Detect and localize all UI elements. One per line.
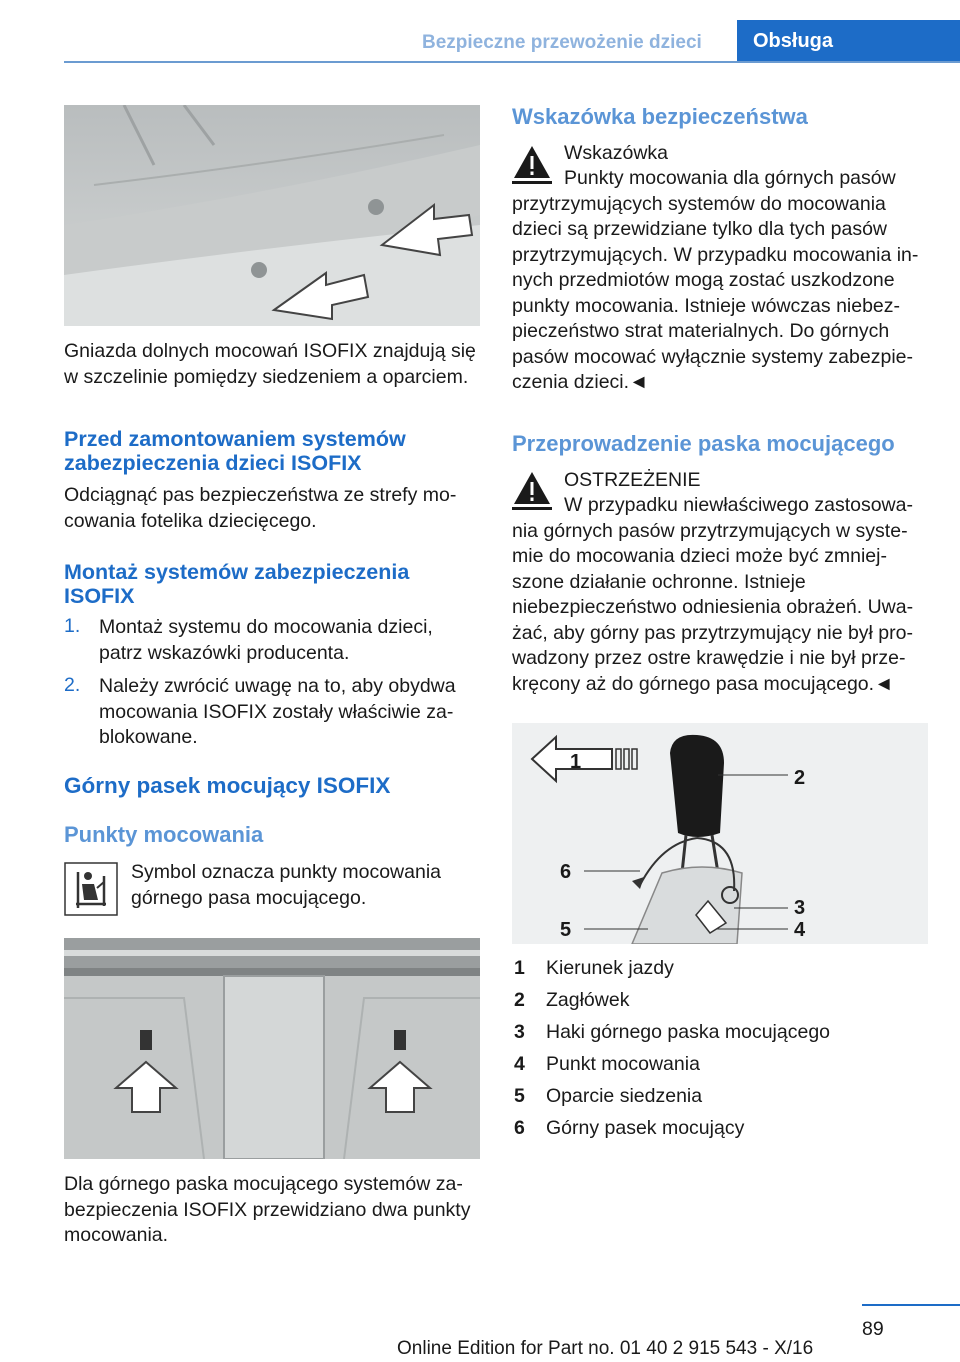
header-chapter-tab: Obsługa: [737, 20, 960, 62]
footer-rule: [862, 1304, 960, 1306]
heading-before-mounting-line2: zabezpieczenia dzieci ISOFIX: [64, 451, 362, 475]
heading-before-mounting-line1: Przed zamontowaniem systemów: [64, 427, 406, 451]
heading-anchor-points: Punkty mocowania: [64, 822, 264, 847]
legend-number: 4: [514, 1053, 525, 1075]
tether-anchor-photo: [64, 938, 480, 1159]
caption-two-anchor-points: Dla górnego paska mocującego systemów zabezpieczenia ISOFIX przewidziano dwa punkty mocowania.: [64, 1173, 471, 1246]
diagram-label-4: 4: [794, 919, 806, 941]
diagram-label-6: 6: [560, 861, 572, 883]
legend-text: Punkt mocowania: [546, 1053, 700, 1075]
note-text: Punkty mocowania dla górnych pasów przytrzymujących systemów do mocowania dzieci są przewidziane tylko dla tych pasów przytrzymujących. W przypadku mocowania innych przedmiotów mogą zostać uszkodzone punkty mocowania. Istnieje wówczas niebezpieczeństwo strat materialnych. Do górnych pasów mocować wyłącznie systemy zabezpieczenia dzieci.◄: [512, 167, 919, 393]
note-label: Wskazówka: [564, 142, 669, 164]
legend-text: Kierunek jazdy: [546, 957, 674, 979]
before-mounting-text: Odciągnąć pas bezpieczeństwa ze strefy mocowania fotelika dziecięcego.: [64, 484, 457, 532]
diagram-label-5: 5: [560, 919, 572, 941]
tether-routing-diagram: [512, 723, 928, 944]
heading-mounting-line1: Montaż systemów zabezpieczenia: [64, 560, 410, 584]
isofix-seat-photo: [64, 105, 480, 326]
warning-label: OSTRZEŻENIE: [564, 469, 701, 491]
caption-lower-anchors: Gniazda dolnych mocowań ISOFIX znajdują się w szczelinie pomiędzy siedzeniem a oparciem.: [64, 340, 476, 388]
legend-number: 5: [514, 1085, 525, 1107]
heading-strap-routing: Przeprowadzenie paska mocującego: [512, 431, 895, 456]
heading-top-tether: Górny pasek mocujący ISOFIX: [64, 773, 391, 798]
diagram-label-3: 3: [794, 897, 806, 919]
list-item-text: Montaż systemu do mocowania dzieci, patrz wskazówki producenta.: [99, 616, 433, 664]
heading-safety-note: Wskazówka bezpieczeństwa: [512, 104, 808, 129]
legend-number: 6: [514, 1117, 525, 1139]
page-number: 89: [862, 1318, 884, 1340]
symbol-description: Symbol oznacza punkty mocowania górnego pasa mocującego.: [131, 861, 441, 909]
warning-text: W przypadku niewłaściwego zastosowania górnych pasów przytrzymujących w systemie do mocowania dzieci może być zmniejszone działanie ochronne. Istnieje niebezpieczeństwo odniesienia obrażeń. Uważać, aby górny pas przytrzymujący nie był prowadzony przez ostre krawędzie i nie był przekręcony aż do górnego pasa mocującego.◄: [512, 494, 914, 695]
list-item-text: Należy zwrócić uwagę na to, aby obydwa mocowania ISOFIX zostały właściwie zablokowane.: [99, 675, 456, 748]
list-item-number: 1.: [64, 615, 81, 637]
child-seat-anchor-symbol-icon: [64, 862, 118, 916]
header-section-title: Bezpieczne przewożenie dzieci: [422, 32, 702, 53]
legend-number: 2: [514, 989, 525, 1011]
heading-mounting-line2: ISOFIX: [64, 584, 135, 608]
edition-footer: Online Edition for Part no. 01 40 2 915 543 - X/16: [397, 1338, 814, 1359]
legend-text: Zagłówek: [546, 989, 630, 1011]
legend-text: Haki górnego paska mocującego: [546, 1021, 831, 1043]
legend-number: 3: [514, 1021, 525, 1043]
diagram-label-1: 1: [570, 751, 582, 773]
legend-text: Górny pasek mocujący: [546, 1117, 745, 1139]
list-item-number: 2.: [64, 674, 81, 696]
legend-number: 1: [514, 957, 525, 979]
header-rule: [64, 61, 960, 63]
legend-text: Oparcie siedzenia: [546, 1085, 703, 1107]
diagram-label-2: 2: [794, 767, 806, 789]
